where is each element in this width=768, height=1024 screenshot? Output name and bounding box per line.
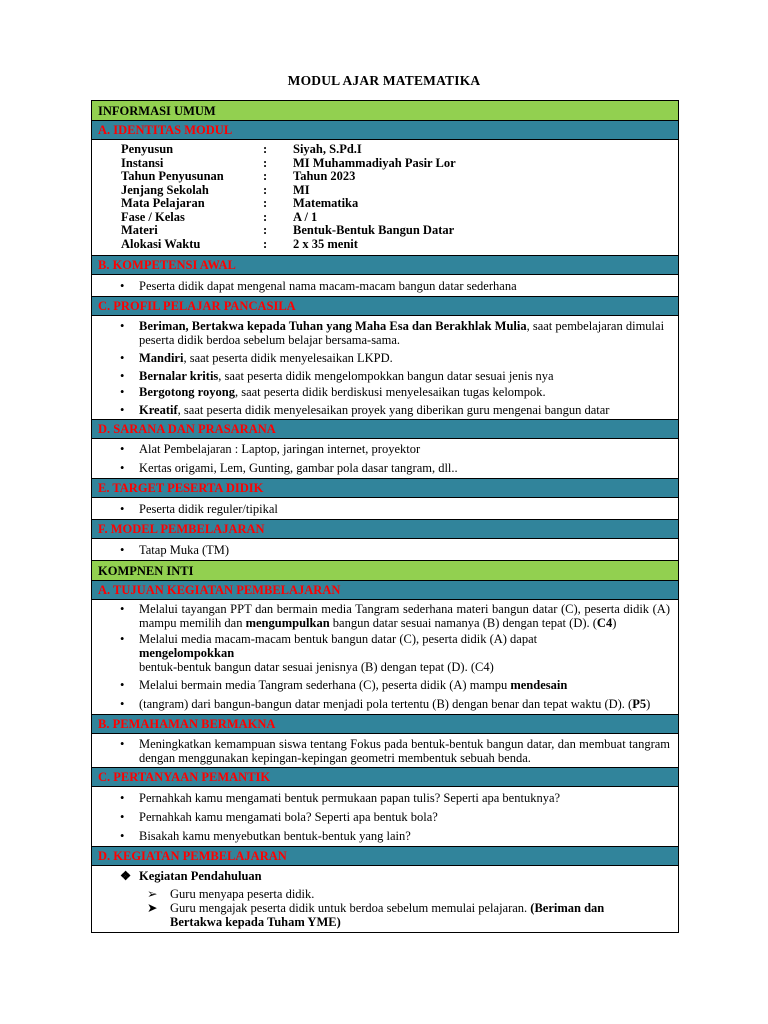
list-item: • Melalui bermain media Tangram sederhana (C), peserta didik (A) mampu mendesain bbox=[120, 678, 568, 692]
identitas-row bbox=[121, 211, 456, 225]
bullet-icon: • bbox=[120, 810, 125, 824]
section-pemahaman-bermakna: B. PEMAHAMAN BERMAKNA bbox=[92, 715, 678, 734]
identitas-value: MI bbox=[293, 182, 310, 197]
bullet-icon: • bbox=[120, 737, 125, 751]
section-pertanyaan-pemantik: C. PERTANYAAN PEMANTIK bbox=[92, 768, 678, 787]
identitas-key: Mata Pelajaran bbox=[121, 196, 205, 210]
sarana-box bbox=[92, 439, 678, 479]
section-profil-pancasila: C. PROFIL PELAJAR PANCASILA bbox=[92, 297, 678, 316]
list-item: • Bisakah kamu menyebutkan bentuk-bentuk yang lain? bbox=[120, 829, 411, 843]
list-item: • Mandiri, saat peserta didik menyelesaikan LKPD. bbox=[120, 351, 393, 365]
identitas-key: Alokasi Waktu bbox=[121, 236, 201, 251]
identitas-row bbox=[121, 224, 456, 238]
identitas-key: Fase / Kelas bbox=[121, 209, 185, 224]
identitas-colon: : bbox=[263, 236, 268, 251]
bullet-icon: • bbox=[120, 697, 125, 711]
list-item: • Pernahkah kamu mengamati bola? Seperti apa bentuk bola? bbox=[120, 810, 438, 824]
list-item: • Pernahkah kamu mengamati bentuk permukaan papan tulis? Seperti apa bentuknya? bbox=[120, 791, 561, 805]
identitas-colon: : bbox=[263, 169, 268, 183]
list-item: • Melalui media macam-macam bentuk bangun datar (C), peserta didik (A) dapat mengelompokkan bentuk-bentuk bangun datar sesuai jenisnya (B) dengan tepat (D). (C4) bbox=[120, 632, 538, 674]
list-item: • Meningkatkan kemampuan siswa tentang Fokus pada bentuk-bentuk bangun datar, dan membuat tangram dengan menggunakan kepingan-kepingan geometri membentuk sebuah benda. bbox=[120, 737, 670, 765]
bullet-icon: • bbox=[120, 351, 125, 365]
profil-box bbox=[92, 316, 678, 420]
identitas-row bbox=[121, 170, 456, 184]
identitas-key: Materi bbox=[121, 223, 158, 237]
page-title: MODUL AJAR MATEMATIKA bbox=[287, 73, 481, 88]
section-target-peserta: E. TARGET PESERTA DIDIK bbox=[92, 479, 678, 498]
kegiatan-box bbox=[92, 866, 678, 932]
list-item: • Kreatif, saat peserta didik menyelesaikan proyek yang diberikan guru mengenai bangun datar bbox=[120, 403, 610, 417]
list-item: • Melalui tayangan PPT dan bermain media Tangram sederhana materi bangun datar (C), peserta didik (A) mampu memilih dan mengumpulkan bangun datar sesuai namanya (B) dengan tepat (D). (C4) bbox=[120, 602, 670, 630]
bullet-icon: • bbox=[120, 461, 125, 475]
identitas-value: MI Muhammadiyah Pasir Lor bbox=[293, 155, 456, 170]
bullet-icon: • bbox=[120, 319, 125, 333]
identitas-value: Siyah, S.Pd.I bbox=[293, 142, 362, 156]
list-item: • Kertas origami, Lem, Gunting, gambar pola dasar tangram, dll.. bbox=[120, 461, 458, 475]
identitas-row bbox=[121, 157, 456, 171]
list-item: • (tangram) dari bangun-bangun datar menjadi pola tertentu (B) dengan benar dan tepat waktu (D). (P5) bbox=[120, 697, 651, 711]
bullet-icon: • bbox=[120, 279, 125, 293]
identitas-colon: : bbox=[263, 209, 268, 224]
identitas-value: 2 x 35 menit bbox=[293, 236, 358, 251]
identitas-box bbox=[92, 143, 678, 256]
list-item: ➤ Guru mengajak peserta didik untuk berdoa sebelum memulai pelajaran. (Beriman dan Bertakwa kepada Tuham YME) bbox=[147, 901, 605, 929]
list-item: • Bergotong royong, saat peserta didik berdiskusi menyelesaikan tugas kelompok. bbox=[120, 385, 546, 399]
identitas-value: A / 1 bbox=[293, 209, 318, 224]
identitas-key: Penyusun bbox=[121, 142, 174, 156]
arrow-icon: ➢ bbox=[147, 887, 158, 901]
bullet-icon: • bbox=[120, 791, 125, 805]
bullet-icon: • bbox=[120, 442, 125, 456]
section-model-pembelajaran: F. MODEL PEMBELAJARAN bbox=[92, 520, 678, 539]
identitas-value: Tahun 2023 bbox=[293, 169, 356, 183]
bullet-icon: • bbox=[120, 385, 125, 399]
identitas-value: Bentuk-Bentuk Bangun Datar bbox=[293, 223, 455, 237]
arrow-icon: ➤ bbox=[147, 901, 158, 915]
identitas-colon: : bbox=[263, 155, 268, 170]
section-kegiatan-pembelajaran: D. KEGIATAN PEMBELAJARAN bbox=[92, 847, 678, 866]
bullet-icon: • bbox=[120, 369, 125, 383]
bullet-icon: • bbox=[120, 602, 125, 616]
bullet-icon: • bbox=[120, 543, 125, 557]
tujuan-box bbox=[92, 600, 678, 715]
list-item: • Alat Pembelajaran : Laptop, jaringan internet, proyektor bbox=[120, 442, 421, 456]
identitas-row bbox=[121, 197, 456, 211]
bullet-icon: • bbox=[120, 829, 125, 843]
identitas-table bbox=[121, 143, 456, 251]
identitas-colon: : bbox=[263, 196, 268, 210]
identitas-key: Instansi bbox=[121, 155, 164, 170]
pertanyaan-box bbox=[92, 787, 678, 847]
kompetensi-box bbox=[92, 275, 678, 297]
section-komponen-inti: KOMPNEN INTI bbox=[92, 561, 678, 581]
section-tujuan: A. TUJUAN KEGIATAN PEMBELAJARAN bbox=[92, 581, 678, 600]
module-table bbox=[91, 100, 679, 933]
identitas-row bbox=[121, 143, 456, 157]
pemahaman-box bbox=[92, 734, 678, 768]
diamond-icon: ❖ bbox=[120, 869, 132, 883]
identitas-key: Jenjang Sekolah bbox=[121, 182, 209, 197]
list-item: • Beriman, Bertakwa kepada Tuhan yang Maha Esa dan Berakhlak Mulia, saat pembelajaran dimulai peserta didik berdoa sebelum belajar bersama-sama. bbox=[120, 319, 665, 347]
list-item: ➢ Guru menyapa peserta didik. bbox=[147, 887, 315, 901]
section-kompetensi-awal: B. KOMPETENSI AWAL bbox=[92, 256, 678, 275]
bullet-icon: • bbox=[120, 678, 125, 692]
identitas-colon: : bbox=[263, 182, 268, 197]
identitas-colon: : bbox=[263, 142, 268, 156]
identitas-row bbox=[121, 238, 456, 252]
section-informasi-umum: INFORMASI UMUM bbox=[92, 101, 678, 121]
identitas-colon: : bbox=[263, 223, 268, 237]
section-sarana-prasarana: D. SARANA DAN PRASARANA bbox=[92, 420, 678, 439]
model-box bbox=[92, 539, 678, 561]
identitas-row bbox=[121, 184, 456, 198]
target-box bbox=[92, 498, 678, 520]
kegiatan-pendahuluan-title: ❖ Kegiatan Pendahuluan bbox=[120, 869, 262, 883]
list-item: • Bernalar kritis, saat peserta didik mengelompokkan bangun datar sesuai jenis nya bbox=[120, 369, 554, 383]
bullet-icon: • bbox=[120, 403, 125, 417]
list-item: • Peserta didik reguler/tipikal bbox=[120, 502, 278, 516]
bullet-icon: • bbox=[120, 502, 125, 516]
list-item: • Tatap Muka (TM) bbox=[120, 543, 230, 557]
identitas-key: Tahun Penyusunan bbox=[121, 169, 224, 183]
identitas-value: Matematika bbox=[293, 196, 359, 210]
list-item: • Peserta didik dapat mengenal nama macam-macam bangun datar sederhana bbox=[120, 279, 517, 293]
section-identitas-modul: A. IDENTITAS MODUL bbox=[92, 121, 678, 140]
bullet-icon: • bbox=[120, 632, 125, 646]
